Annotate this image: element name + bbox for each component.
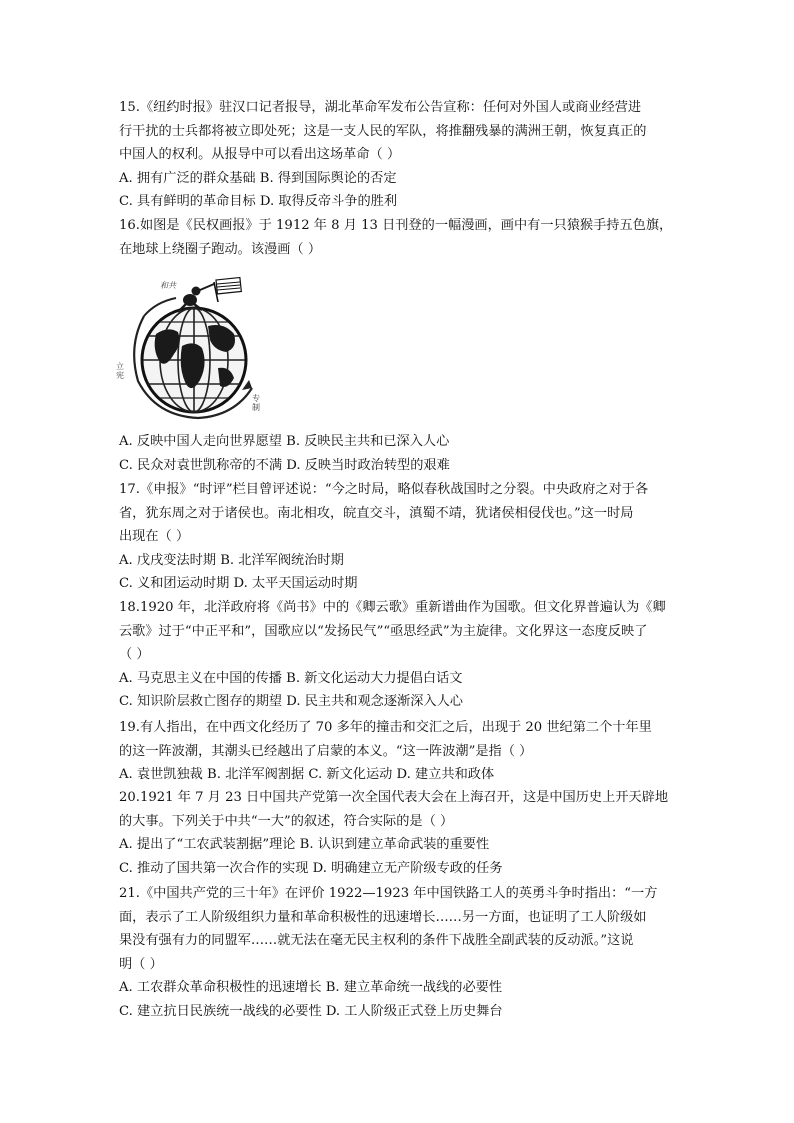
question-18-line-2: 云歌》过于“中正平和”，国歌应以“发扬民气”“亟思经武”为主旋律。文化界这一态度反映了 xyxy=(119,623,648,639)
question-21-line-2: 面，表示了工人阶级组织力量和革命积极性的迅速增长……另一方面，也证明了工人阶级如 xyxy=(119,909,647,925)
figure-caption-left: 立宪 xyxy=(116,362,124,380)
question-18-line-1: 18.1920 年，北洋政府将《尚书》中的《卿云歌》重新谱曲作为国歌。但文化界普遍认为《卿 xyxy=(119,600,666,615)
question-18-options-cd: C. 知识阶层救亡图存的期望 D. 民主共和观念逐渐深入人心 xyxy=(119,694,463,709)
question-18-options-ab: A. 马克思主义在中国的传播 B. 新文化运动大力提倡白话文 xyxy=(119,670,463,686)
question-17-line-2: 省，犹东周之对于诸侯也。南北相攻，皖直交斗，滇蜀不靖，犹诸侯相侵伐也。”这一时局 xyxy=(119,505,634,521)
question-15-line-1: 15.《纽约时报》驻汉口记者报导，湖北革命军发布公告宣称：任何对外国人或商业经营进 xyxy=(119,100,642,115)
question-21-options-cd: C. 建立抗日民族统一战线的必要性 D. 工人阶级正式登上历史舞台 xyxy=(119,1003,503,1019)
question-20-line-1: 20.1921 年 7 月 23 日中国共产党第一次全国代表大会在上海召开，这是中国历史上开天辟地 xyxy=(119,790,669,805)
figure-caption-top: 和共 xyxy=(160,281,176,290)
question-17-options-ab: A. 戊戌变法时期 B. 北洋军阀统治时期 xyxy=(119,552,344,568)
question-21-line-1: 21.《中国共产党的三十年》在评价 1922—1923 年中国铁路工人的英勇斗争时指出：“一方 xyxy=(119,886,658,901)
cartoon-globe-monkey-figure xyxy=(116,276,264,426)
question-15-options-cd: C. 具有鲜明的革命目标 D. 取得反帝斗争的胜利 xyxy=(119,194,398,209)
question-16-line-2: 在地球上绕圈子跑动。该漫画（ ） xyxy=(119,241,322,257)
question-15-options-ab: A. 拥有广泛的群众基础 B. 得到国际舆论的否定 xyxy=(119,170,397,186)
question-19-line-2: 的这一阵波潮，其潮头已经越出了启蒙的本义。“这一阵波潮”是指（ ） xyxy=(119,743,533,759)
question-20-options-ab: A. 提出了“工农武装割据”理论 B. 认识到建立革命武装的重要性 xyxy=(119,837,490,852)
question-15-line-2: 行干扰的士兵都将被立即处死；这是一支人民的军队，将推翻残暴的满洲王朝，恢复真正的 xyxy=(119,123,647,139)
question-21-options-ab: A. 工农群众革命积极性的迅速增长 B. 建立革命统一战线的必要性 xyxy=(119,980,503,995)
question-18-line-3: （ ） xyxy=(119,647,150,662)
question-19-line-1: 19.有人指出，在中西文化经历了 70 多年的撞击和交汇之后，出现于 20 世纪第二个十年里 xyxy=(119,720,652,735)
figure-caption-right: 专制 xyxy=(252,394,260,412)
question-17-line-3: 出现在（ ） xyxy=(119,529,190,544)
question-19 xyxy=(119,716,679,787)
question-16-options-cd: C. 民众对袁世凯称帝的不满 D. 反映当时政治转型的艰难 xyxy=(119,457,450,473)
question-16-options-ab: A. 反映中国人走向世界愿望 B. 反映民主共和已深入人心 xyxy=(119,434,450,449)
question-21 xyxy=(119,882,679,1023)
question-15-line-3: 中国人的权利。从报导中可以看出这场革命（ ） xyxy=(119,147,401,162)
question-15 xyxy=(119,96,679,214)
question-20-line-2: 的大事。下列关于中共“一大”的叙述，符合实际的是（ ） xyxy=(119,813,454,829)
question-19-options: A. 袁世凯独裁 B. 北洋军阀割据 C. 新文化运动 D. 建立共和政体 xyxy=(119,767,495,782)
question-18 xyxy=(119,596,679,714)
question-16-options xyxy=(119,430,679,477)
question-21-line-3: 果没有强有力的同盟军……就无法在毫无民主权利的条件下战胜全副武装的反动派。”这说 xyxy=(119,933,634,948)
question-16-line-1: 16.如图是《民权画报》于 1912 年 8 月 13 日刊登的一幅漫画，画中有一只猿猴手持五色旗， xyxy=(119,218,673,233)
question-16 xyxy=(119,214,679,261)
question-20 xyxy=(119,786,679,880)
question-20-options-cd: C. 推动了国共第一次合作的实现 D. 明确建立无产阶级专政的任务 xyxy=(119,860,503,876)
question-21-line-4: 明（ ） xyxy=(119,956,163,972)
question-17 xyxy=(119,478,679,596)
question-17-options-cd: C. 义和团运动时期 D. 太平天国运动时期 xyxy=(119,576,358,591)
globe-cartoon-icon xyxy=(116,276,264,426)
question-17-line-1: 17.《申报》“时评”栏目曾评述说：“今之时局，略似春秋战国时之分裂。中央政府之对于各 xyxy=(119,482,649,497)
